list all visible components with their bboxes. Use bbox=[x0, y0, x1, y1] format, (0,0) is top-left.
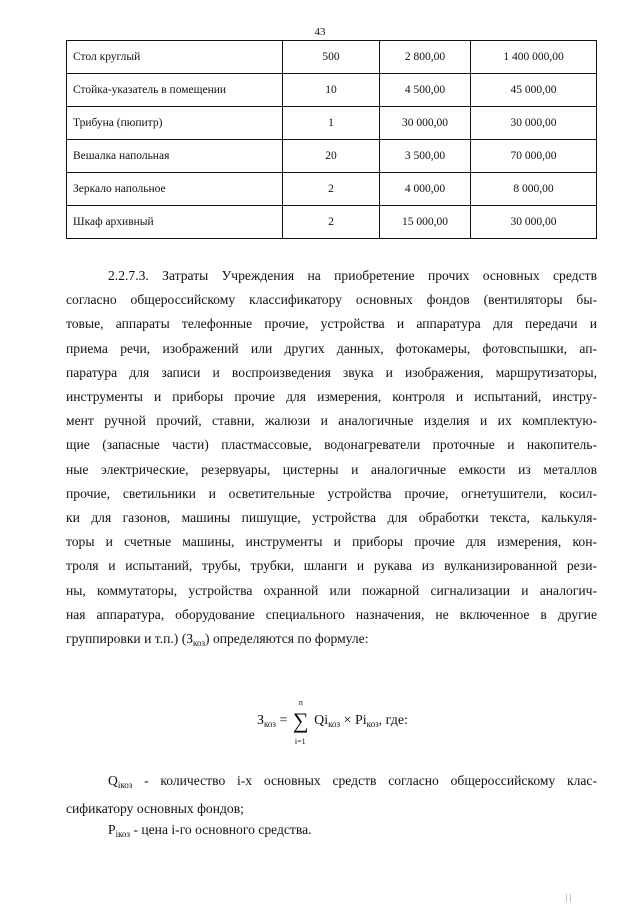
paragraph-line: товые, аппараты телефонные прочие, устройства и аппаратура для передачи и bbox=[66, 316, 597, 332]
paragraph-line: торы и счетные машины, инструменты и приборы прочие для измерения, кон- bbox=[66, 534, 597, 550]
definition-q-line1: $Q_{iкоз}$ - количество i-х основных средств согласно общероссийскому клас- bbox=[108, 773, 597, 790]
definition-p bbox=[66, 818, 597, 846]
paragraph-line: щие (запасные части) пластмассовые, водонагреватели проточные и накопитель- bbox=[66, 437, 597, 453]
summation-sign: ∑ n i=1 bbox=[292, 698, 309, 746]
page-number: 43 bbox=[314, 26, 326, 38]
paragraph-line: согласно общероссийскому классификатору основных фондов (вентиляторы бы- bbox=[66, 292, 597, 308]
paragraph-line: инструменты и приборы прочие для измерения, контроля и испытаний, инстру- bbox=[66, 389, 597, 405]
formula-lhs-sub: коз bbox=[264, 719, 276, 729]
paragraph-line: ные электрические, резервуары, цистерны и аналогичные емкости из металлов bbox=[66, 461, 597, 477]
sum-upper-limit: n bbox=[298, 698, 303, 707]
table-row bbox=[67, 107, 597, 140]
paragraph-lines bbox=[66, 264, 597, 627]
price-cell: 2 800,00 bbox=[380, 41, 471, 74]
quantity-cell: 1 bbox=[283, 107, 380, 140]
total-cell: 8 000,00 bbox=[471, 173, 597, 206]
paragraph-line: прочие, светильники и осветительные устройства прочие, огнетушители, косил- bbox=[66, 485, 597, 501]
quantity-cell: 20 bbox=[283, 140, 380, 173]
item-name-cell: Стойка-указатель в помещении bbox=[67, 74, 283, 107]
equipment-table bbox=[66, 40, 597, 239]
paragraph-line: мент ручной прочий, ставни, жалюзи и аналогичные изделия и их комплектую- bbox=[66, 413, 597, 429]
quantity-cell: 500 bbox=[283, 41, 380, 74]
item-name-cell: Зеркало напольное bbox=[67, 173, 283, 206]
quantity-cell: 2 bbox=[283, 173, 380, 206]
table-row bbox=[67, 140, 597, 173]
paragraph-line: ки для газонов, машины пишущие, устройства для обработки текста, калькуля- bbox=[66, 510, 597, 526]
definition-p-line: $P_{iкоз}$ - цена i-го основного средства. bbox=[108, 822, 312, 839]
table-row bbox=[67, 41, 597, 74]
item-name-cell: Вешалка напольная bbox=[67, 140, 283, 173]
formula-lhs: З bbox=[257, 713, 265, 728]
price-cell: 4 000,00 bbox=[380, 173, 471, 206]
table-row bbox=[67, 173, 597, 206]
definition-q bbox=[66, 769, 597, 821]
total-cell: 70 000,00 bbox=[471, 140, 597, 173]
table-body bbox=[67, 41, 597, 239]
price-cell: 4 500,00 bbox=[380, 74, 471, 107]
paragraph-last-line: группировки и т.п.) $(З_{коз})$ определяются по формуле: bbox=[66, 631, 369, 649]
quantity-cell: 2 bbox=[283, 206, 380, 239]
total-cell: 30 000,00 bbox=[471, 107, 597, 140]
sum-lower-limit: i=1 bbox=[294, 737, 306, 746]
price-cell: 30 000,00 bbox=[380, 107, 471, 140]
item-name-cell: Шкаф архивный bbox=[67, 206, 283, 239]
paragraph-line: приема речи, изображений или других данных, фотокамеры, фотовспышки, ап- bbox=[66, 340, 597, 356]
table-row bbox=[67, 74, 597, 107]
paragraph-line: 2.2.7.3. Затраты Учреждения на приобретение прочих основных средств bbox=[108, 268, 597, 283]
formula-q: Qi bbox=[314, 713, 329, 728]
cost-formula bbox=[0, 698, 640, 752]
formula-equals: = bbox=[279, 713, 288, 728]
paragraph-line: троля и испытаний, трубы, трубки, шланги и рукава из вулканизированной рези- bbox=[66, 558, 597, 574]
price-cell: 3 500,00 bbox=[380, 140, 471, 173]
paragraph-line: паратура для записи и воспроизведения звука и изображения, маршрутизаторы, bbox=[66, 364, 597, 380]
paragraph-line: ная аппаратура, оборудование специального назначения, не включенное в другие bbox=[66, 606, 597, 622]
quantity-cell: 10 bbox=[283, 74, 380, 107]
formula-p-sub: коз bbox=[366, 719, 379, 729]
item-name-cell: Трибуна (пюпитр) bbox=[67, 107, 283, 140]
total-cell: 45 000,00 bbox=[471, 74, 597, 107]
item-name-cell: Стол круглый bbox=[67, 41, 283, 74]
total-cell: 30 000,00 bbox=[471, 206, 597, 239]
paragraph-line: ны, коммутаторы, устройства охранной или пожарной сигнализации и аналогич- bbox=[66, 582, 597, 598]
corner-marks: | | bbox=[566, 893, 572, 902]
price-cell: 15 000,00 bbox=[380, 206, 471, 239]
table-row bbox=[67, 206, 597, 239]
formula-times: × bbox=[343, 713, 352, 728]
definition-q-line2: сификатору основных фондов; bbox=[66, 801, 244, 817]
formula-tail: , где: bbox=[378, 713, 408, 728]
formula-q-sub: коз bbox=[328, 719, 341, 729]
total-cell: 1 400 000,00 bbox=[471, 41, 597, 74]
main-paragraph bbox=[66, 264, 597, 655]
formula-p: Pi bbox=[354, 713, 367, 728]
